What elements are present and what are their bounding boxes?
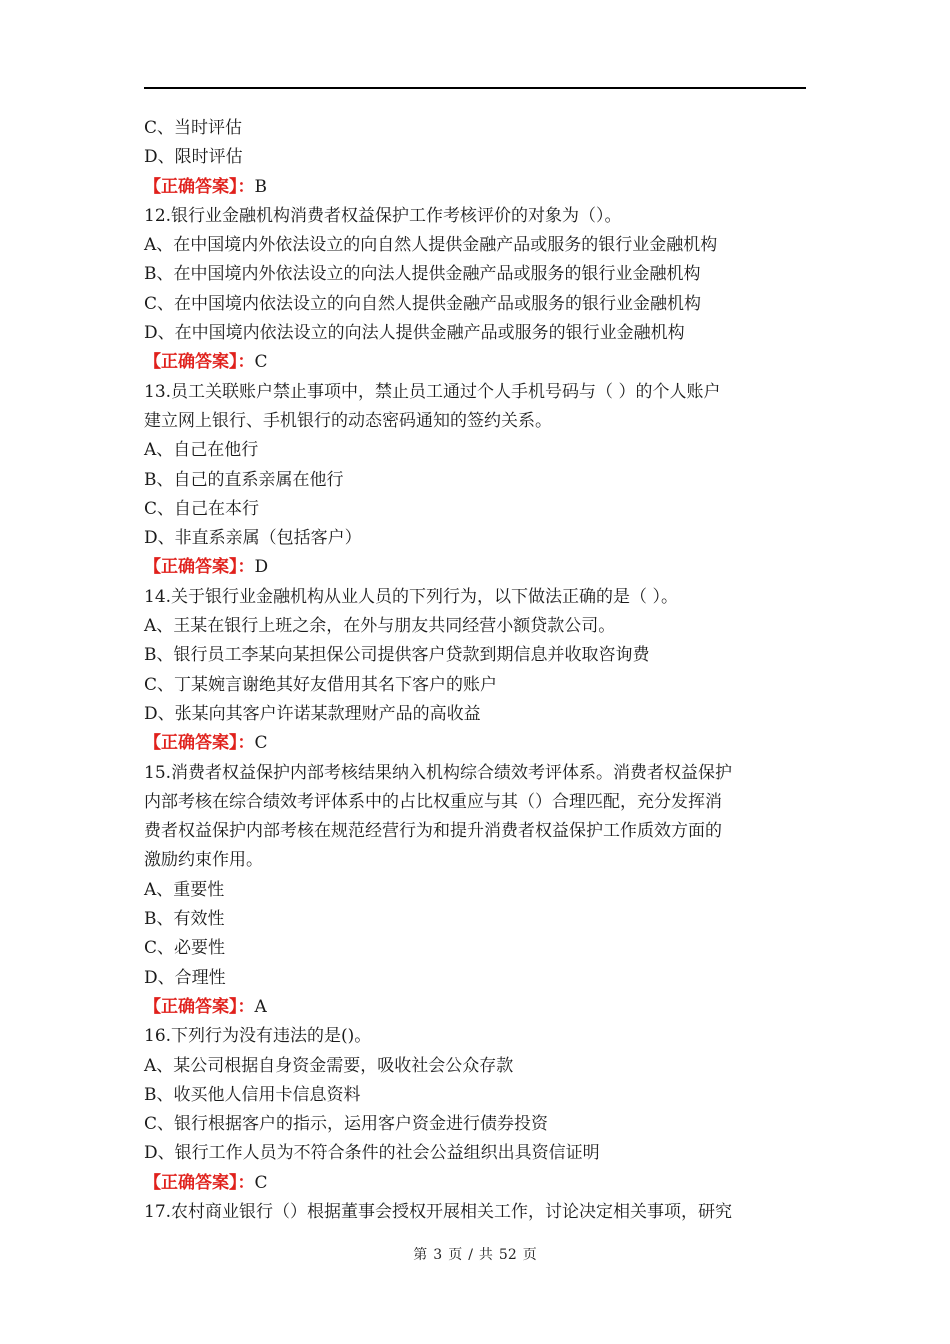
correct-answer-value: D: [254, 557, 269, 578]
footer-total-word: 共: [478, 1247, 493, 1263]
total-pages-number: 52: [498, 1247, 517, 1263]
document-body: [144, 114, 806, 1227]
correct-answer-separator: ：: [237, 176, 255, 197]
text-line: D、合理性: [144, 967, 226, 988]
text-line: 14.关于银行业金融机构从业人员的下列行为，以下做法正确的是（ ）。: [144, 586, 678, 607]
correct-answer-separator: ：: [237, 1172, 255, 1193]
text-line: A、重要性: [144, 879, 225, 900]
text-line: 建立网上银行、手机银行的动态密码通知的签约关系。: [144, 410, 552, 431]
text-line: D、限时评估: [144, 147, 243, 168]
text-line: A、某公司根据自身资金需要，吸收社会公众存款: [144, 1055, 514, 1076]
footer-prefix: 第: [413, 1247, 428, 1263]
footer-page-word: 页: [448, 1247, 463, 1263]
correct-answer-value: A: [254, 996, 267, 1017]
text-line: B、自己的直系亲属在他行: [144, 469, 344, 490]
correct-answer-line: [144, 553, 806, 582]
text-line: C、在中国境内依法设立的向自然人提供金融产品或服务的银行业金融机构: [144, 293, 702, 314]
text-line: C、自己在本行: [144, 498, 260, 519]
text-line: 16.下列行为没有违法的是()。: [144, 1026, 372, 1047]
text-line: 内部考核在综合绩效考评体系中的占比权重应与其（）合理匹配，充分发挥消: [144, 791, 722, 812]
text-line: C、当时评估: [144, 118, 243, 138]
correct-answer-label: 【正确答案】: [144, 996, 238, 1017]
text-line: 激励约束作用。: [144, 850, 263, 871]
correct-answer-separator: ：: [237, 733, 255, 754]
text-line: 17.农村商业银行（）根据董事会授权开展相关工作，讨论决定相关事项，研究: [144, 1201, 733, 1222]
page-footer: [0, 1244, 950, 1264]
text-line: 13.员工关联账户禁止事项中，禁止员工通过个人手机号码与（ ）的个人账户: [144, 381, 721, 402]
text-line: A、王某在银行上班之余，在外与朋友共同经营小额贷款公司。: [144, 616, 616, 637]
text-line: B、有效性: [144, 909, 225, 930]
header-rule: [144, 87, 806, 89]
correct-answer-label: 【正确答案】: [144, 176, 238, 197]
correct-answer-label: 【正确答案】: [144, 557, 238, 578]
text-line: B、银行员工李某向某担保公司提供客户贷款到期信息并收取咨询费: [144, 645, 650, 666]
correct-answer-line: [144, 729, 806, 758]
correct-answer-value: B: [254, 176, 267, 197]
correct-answer-value: C: [254, 1172, 268, 1193]
correct-answer-label: 【正确答案】: [144, 733, 238, 754]
text-line: C、丁某婉言谢绝其好友借用其名下客户的账户: [144, 674, 498, 695]
correct-answer-value: C: [254, 352, 268, 373]
correct-answer-line: [144, 1169, 806, 1198]
text-line: C、必要性: [144, 938, 226, 959]
text-line: D、非直系亲属（包括客户）: [144, 528, 362, 549]
text-line: B、收买他人信用卡信息资料: [144, 1084, 361, 1105]
current-page-number: 3: [433, 1247, 443, 1263]
text-line: 费者权益保护内部考核在规范经营行为和提升消费者权益保护工作质效方面的: [144, 821, 722, 842]
text-line: D、银行工作人员为不符合条件的社会公益组织出具资信证明: [144, 1143, 600, 1164]
text-line: B、在中国境内外依法设立的向法人提供金融产品或服务的银行业金融机构: [144, 264, 701, 285]
text-line: A、自己在他行: [144, 440, 259, 461]
correct-answer-separator: ：: [237, 352, 255, 373]
footer-suffix: 页: [522, 1247, 537, 1263]
correct-answer-label: 【正确答案】: [144, 352, 238, 373]
text-line: D、张某向其客户许诺某款理财产品的高收益: [144, 703, 481, 724]
text-line: 12.银行业金融机构消费者权益保护工作考核评价的对象为（）。: [144, 205, 622, 226]
correct-answer-line: [144, 993, 806, 1022]
correct-answer-line: [144, 173, 806, 202]
text-line: C、银行根据客户的指示，运用客户资金进行债券投资: [144, 1114, 549, 1135]
text-line: A、在中国境内外依法设立的向自然人提供金融产品或服务的银行业金融机构: [144, 235, 718, 256]
correct-answer-label: 【正确答案】: [144, 1172, 238, 1193]
text-line: D、在中国境内依法设立的向法人提供金融产品或服务的银行业金融机构: [144, 323, 685, 344]
text-line: 15.消费者权益保护内部考核结果纳入机构综合绩效考评体系。消费者权益保护: [144, 762, 733, 783]
footer-slash: /: [468, 1247, 473, 1263]
correct-answer-separator: ：: [237, 557, 255, 578]
correct-answer-separator: ：: [237, 996, 255, 1017]
correct-answer-value: C: [254, 733, 268, 754]
correct-answer-line: [144, 348, 806, 377]
